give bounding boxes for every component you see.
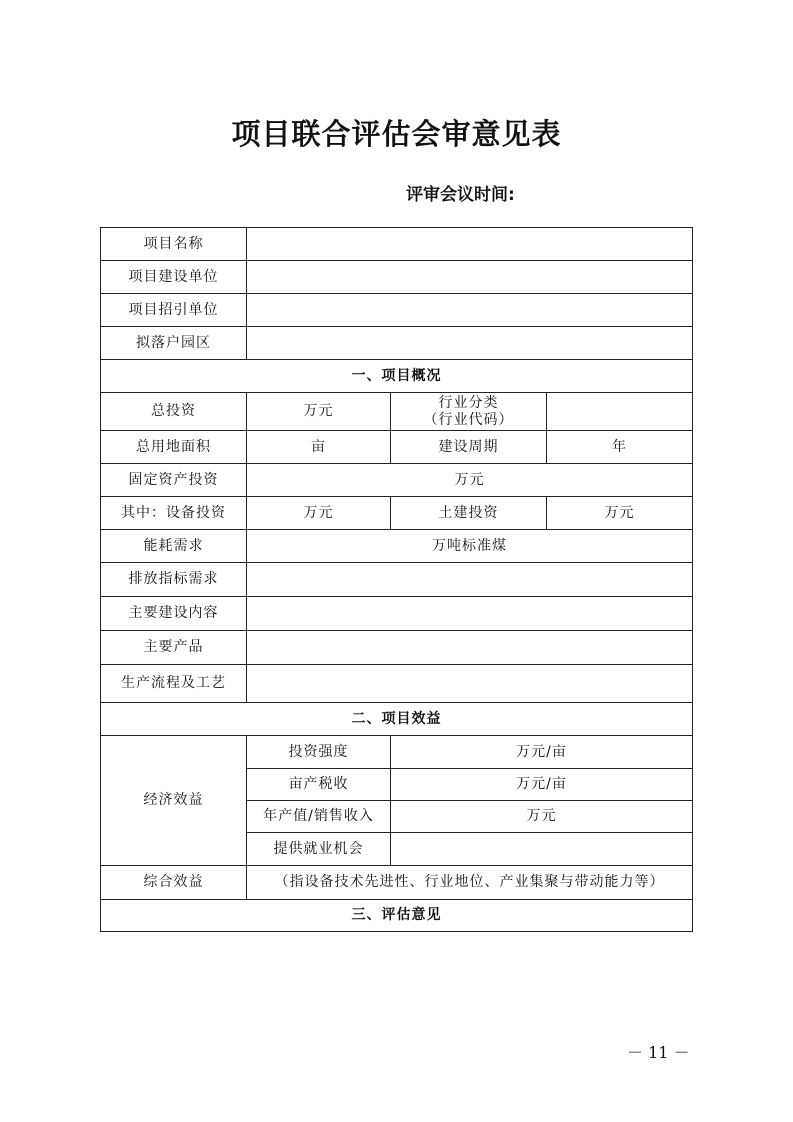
row-section2-heading (101, 703, 693, 736)
input-comprehensive[interactable] (247, 866, 693, 900)
unit-mu: 亩 (311, 438, 326, 455)
unit-wanyuan: 万元 (604, 504, 635, 521)
input-builder[interactable] (247, 261, 693, 294)
row-main-construction (101, 597, 693, 631)
row-project-name (101, 228, 693, 261)
input-main-products[interactable] (247, 631, 693, 665)
label-project-name: 项目名称 (101, 228, 247, 261)
row-introducer (101, 294, 693, 327)
unit-wanyuan: 万元 (454, 471, 485, 488)
unit-year: 年 (612, 438, 627, 455)
label-economic: 经济效益 (101, 736, 247, 866)
unit-per-mu: 万元/亩 (516, 743, 567, 760)
label-civil: 土建投资 (391, 497, 547, 530)
row-energy (101, 530, 693, 563)
row-main-products (101, 631, 693, 665)
label-total-land: 总用地面积 (101, 431, 247, 464)
input-fixed-assets[interactable] (247, 464, 693, 497)
input-jobs[interactable] (391, 833, 693, 866)
input-project-name[interactable] (247, 228, 693, 261)
label-builder: 项目建设单位 (101, 261, 247, 294)
page-title: 项目联合评估会审意见表 (231, 117, 562, 151)
label-intensity: 投资强度 (247, 736, 391, 769)
input-emission[interactable] (247, 563, 693, 597)
review-form-table (100, 227, 693, 932)
meeting-time-label: 评审会议时间: (406, 185, 515, 205)
label-tax-per-mu: 亩产税收 (247, 769, 391, 801)
label-equipment: 其中：设备投资 (101, 497, 247, 530)
industry-code-text: （行业代码） (423, 411, 514, 428)
label-comprehensive: 综合效益 (101, 866, 247, 900)
input-industry-category[interactable] (547, 393, 693, 431)
input-tax-per-mu[interactable] (391, 769, 693, 801)
input-energy[interactable] (247, 530, 693, 563)
input-civil[interactable] (547, 497, 693, 530)
section3-heading: 三、评估意见 (101, 900, 693, 932)
unit-wanyuan: 万元 (303, 403, 334, 419)
label-output-value: 年产值/销售收入 (247, 801, 391, 833)
row-fixed-assets (101, 464, 693, 497)
label-jobs: 提供就业机会 (247, 833, 391, 866)
input-park[interactable] (247, 327, 693, 360)
input-total-land[interactable] (247, 431, 391, 464)
unit-per-mu: 万元/亩 (516, 776, 567, 792)
row-emission (101, 563, 693, 597)
row-park (101, 327, 693, 360)
input-build-period[interactable] (547, 431, 693, 464)
row-intensity (101, 736, 693, 769)
page-number: － 11 － (627, 1043, 690, 1062)
input-main-construction[interactable] (247, 597, 693, 631)
input-intensity[interactable] (391, 736, 693, 769)
industry-category-text: 行业分类 (438, 394, 499, 411)
input-process[interactable] (247, 665, 693, 703)
label-main-construction: 主要建设内容 (101, 597, 247, 631)
label-park: 拟落户园区 (101, 327, 247, 360)
row-section3-heading (101, 900, 693, 932)
row-comprehensive (101, 866, 693, 900)
row-builder (101, 261, 693, 294)
label-industry-category (391, 393, 547, 431)
unit-wanyuan: 万元 (303, 504, 334, 521)
label-fixed-assets: 固定资产投资 (101, 464, 247, 497)
input-output-value[interactable] (391, 801, 693, 833)
unit-energy: 万吨标准煤 (432, 537, 507, 554)
label-build-period: 建设周期 (391, 431, 547, 464)
input-total-investment[interactable] (247, 393, 391, 431)
row-section1-heading (101, 360, 693, 393)
row-equipment (101, 497, 693, 530)
input-equipment[interactable] (247, 497, 391, 530)
comprehensive-note: （指设备技术先进性、行业地位、产业集聚与带动能力等） (274, 874, 665, 890)
row-total-land (101, 431, 693, 464)
label-emission: 排放指标需求 (101, 563, 247, 597)
label-introducer: 项目招引单位 (101, 294, 247, 327)
row-process (101, 665, 693, 703)
label-main-products: 主要产品 (101, 631, 247, 665)
label-total-investment: 总投资 (101, 393, 247, 431)
section2-heading: 二、项目效益 (101, 703, 693, 736)
input-introducer[interactable] (247, 294, 693, 327)
section1-heading: 一、项目概况 (101, 360, 693, 393)
label-energy: 能耗需求 (101, 530, 247, 563)
unit-wanyuan: 万元 (526, 808, 557, 824)
row-total-investment (101, 393, 693, 431)
label-process: 生产流程及工艺 (101, 665, 247, 703)
